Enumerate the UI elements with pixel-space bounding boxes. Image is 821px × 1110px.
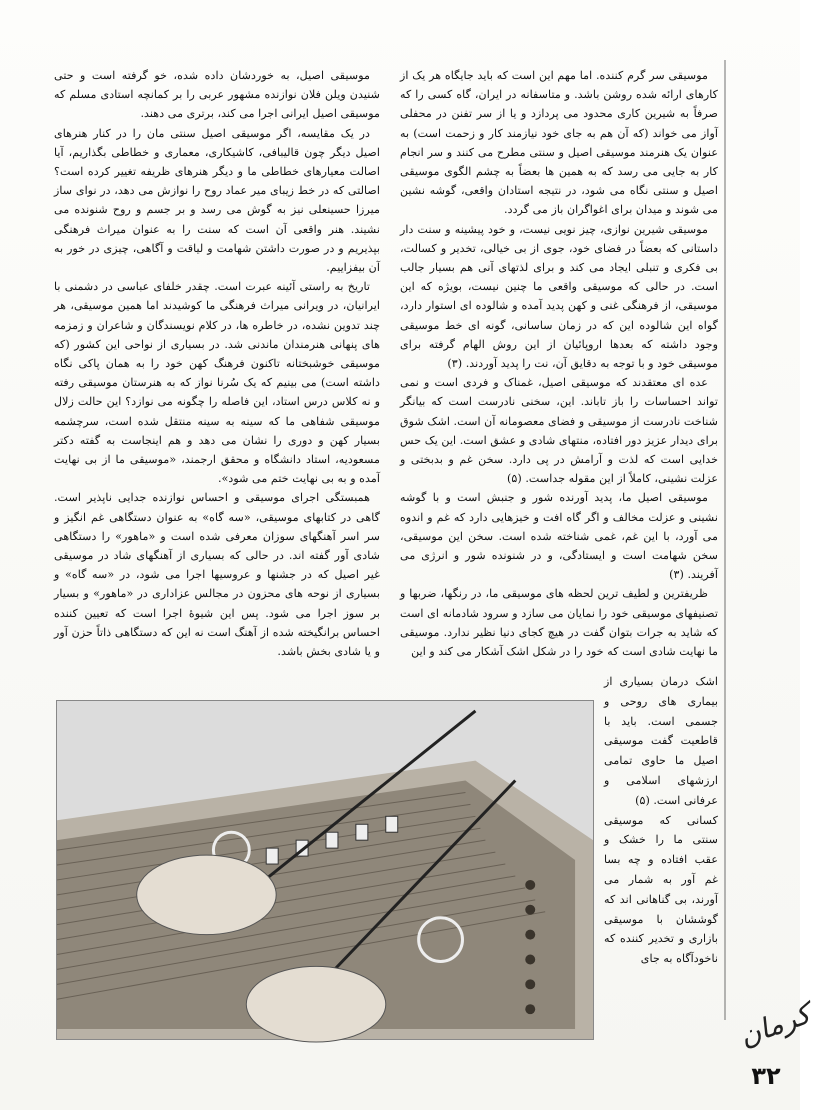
paragraph: در یک مقایسه، اگر موسیقی اصیل سنتی مان را در کنار هنرهای اصیل دیگر چون قالیبافی، کاشیکاری، معماری و خطاطی بگذاریم، آیا اصالت معیارهای خطاطی ما و دیگر هنرهای ظریفه تغییر کرده است؟ اصالتی که در خط زیبای میر عماد روح را نوازش می دهد، در نوای ساز میرزا حسینعلی نیز به گوش می رسد و بر جسم و روح شنونده می نشیند. هنر واقعی آن است که سنت را به عنوان میراث فرهنگی بپذیریم و در صورت داشتن شهامت و لیاقت و آگاهی، چیزی در خور به آن بیفزاییم. <box>54 126 380 275</box>
paragraph: کسانی که موسیقی سنتی ما را خشک و عقب افتاده و چه بسا غم آور به شمار می آورند، بی گناهانی اند که گوششان با موسیقی بازاری و تخدیر کننده که ناخودآگاه به جای <box>604 813 718 966</box>
santur-illustration <box>57 701 593 1039</box>
paragraph: تاریخ به راستی آئینه عبرت است. چقدر خلفای عباسی در دشمنی با ایرانیان، در ویرانی میراث فرهنگی ما کوشیدند اما همین موسیقی، هر چند تدوین نشده، در خاطره ها، در کلام نویسندگان و شاعران و زمزمه های پنهانی هنرمندان ماندنی شد. در بسیاری از نواحی این کشور (که موسیقی خوشبختانه تاکنون فرهنگ کهن خود را به همان پاکی نگاه داشته است) می بینیم که یک سُرنا نواز که به هنرستان موسیقی رفته و نه کلاس درس استاد، این فاصله را چگونه می نوازد؟ این حالت زلال موسیقی شفاهی ما که سینه به سینه منتقل شده است، سرچشمه بسیار کهن و دوری را نشان می دهد و هم اینجاست به گفته دکتر مسعودیه، استاد دانشگاه و محقق ارجمند، «موسیقی ما از بی نهایت آمده و به بی نهایت ختم می شود». <box>54 280 380 486</box>
magazine-logo: کرمان <box>734 997 815 1054</box>
right-text-column <box>400 66 718 661</box>
paragraph: موسیقی اصیل، به خوردشان داده شده، خو گرفته است و حتی شنیدن ویلن فلان نوازنده مشهور عربی را بر کمانچه استادی مسلم که موسیقی اصیل ایرانی اجرا می کند، برتری می دهند. <box>54 69 380 121</box>
paragraph: موسیقی اصیل ما، پدید آورنده شور و جنبش است و با گوشه نشینی و عزلت مخالف و اگر گاه افت و خیزهایی دارد که غم و اندوه می آورد، با این غم، غمی شناخته شده است. سخن این موسیقی، سخن شهامت است و ایستادگی، و در شنونده شور و انرژی می آفریند. (۳) <box>400 491 718 582</box>
santur-photo <box>56 700 594 1040</box>
left-text-column <box>54 66 380 661</box>
page-number: ۳۲ <box>751 1062 781 1090</box>
paragraph: اشک درمان بسیاری از بیماری های روحی و جسمی است. باید با قاطعیت گفت موسیقی اصیل ما حاوی تمامی ارزشهای اسلامی و عرفانی است. (۵) <box>604 675 718 807</box>
paragraph: موسیقی سر گرم کننده. اما مهم این است که باید جایگاه هر یک از کارهای ارائه شده روشن باشد. و متاسفانه در ایران، گاه کسی را که صرفاً به شیرین کاری محدود می پردازد و یا از سر تفنن در محفلی آواز می خواند (که آن هم به جای خود نیازمند کار و زحمت است) به عنوان یک هنرمند موسیقی اصیل و سنتی مطرح می کنند و سر انجام کار به جایی می رسد که به همین ها بعضاً به چشم الگوی موسیقی اصیل و سنتی نگاه می شود، در نتیجه استادان واقعی، گوشه نشین می شوند و میدان برای اغواگران باز می گردد. <box>400 69 718 217</box>
text-wrap-column <box>604 672 718 969</box>
paragraph: موسیقی شیرین نوازی، چیز نویی نیست، و خود پیشینه و سنت دار داستانی که بعضاً در فضای خود، جوی از بی خیالی، تخدیر و کسالت، بی فکری و تنبلی ایجاد می کند و برای لذتهای آنی هم بسیار جالب است. در حالی که موسیقی واقعی ما چنین نیست، بویژه که این موسیقی، از فرهنگی غنی و کهن پدید آمده و شالوده ای استوار دارد، گواه این شالوده این که در زمان ساسانی، گونه ای خط موسیقی وجود داشته که بعدها اروپائیان از این روش الهام گرفته برای موسیقی خود و با توجه به دقایق آن، نت را پدید آوردند. (۳) <box>400 222 718 371</box>
paragraph: عده ای معتقدند که موسیقی اصیل، غمناک و فردی است و نمی تواند احساسات را باز تاباند. این، سخنی نادرست است که بیانگر شناخت نادرست از موسیقی و فضای معصومانه آن است. اشک شوق برای دیدار عزیز دور افتاده، منتهای شادی و عشق است. این یک حس خدایی است که لذت و آرامش در پی دارد. سخن غم و بدبختی و عزلت نشینی، کاملاً از این مقوله جداست. (۵) <box>400 376 718 486</box>
paragraph: همبستگی اجرای موسیقی و احساس نوازنده جدایی ناپذیر است. گاهی در کتابهای موسیقی، «سه گاه» به عنوان دستگاهی غم انگیز و سر اسر آهنگهای سوزان معرفی شده است و «ماهور» را دستگاهی شادی آور گفته اند. در حالی که بسیاری از آهنگهای شاد در موسیقی غیر اصیل که در جشنها و عروسیها اجرا می شود، در «سه گاه» و بسیاری از نوحه های محزون در مجالس عزاداری در «ماهور» و بسیار بر سوز اجرا می شود. پس این شیوهٔ اجرا است که تعیین کننده احساس برانگیخته شده از آهنگ است نه این که دستگاهی ذاتاً حزن آور و یا شادی بخش باشد. <box>54 491 380 659</box>
paragraph: ظریفترین و لطیف ترین لحظه های موسیقی ما، در رنگها، ضربها و تصنیفهای موسیقی خود را نمایان می سازد و سرود شادمانه ای است که شاید به جرات بتوان گفت در هیچ کجای دنیا نظیر ندارد. موسیقی ما نهایت شادی است که خود را در شکل اشک آشکار می کند و این <box>400 587 718 659</box>
column-divider <box>724 60 726 1020</box>
